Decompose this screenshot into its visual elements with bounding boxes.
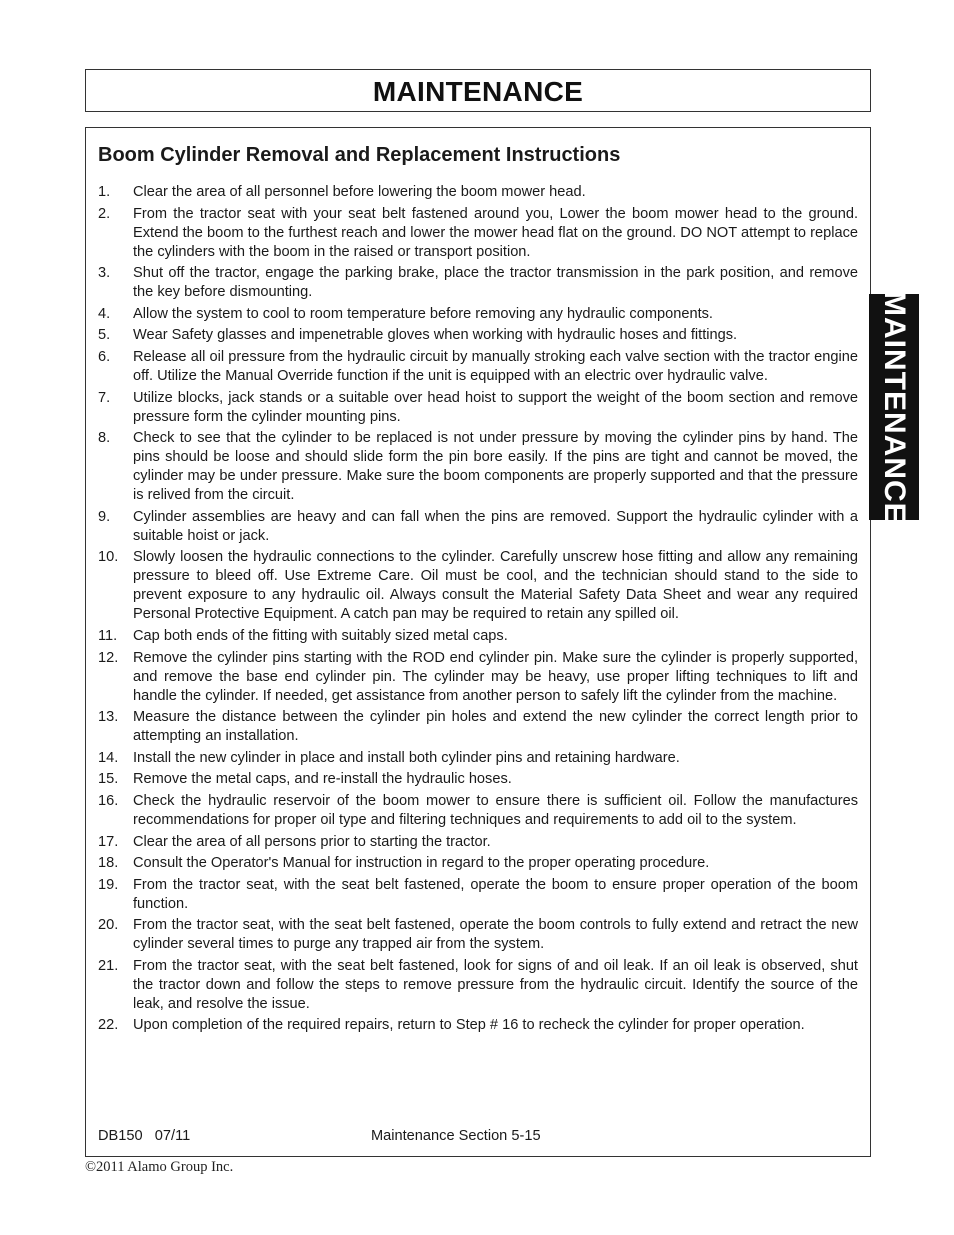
step-text: Slowly loosen the hydraulic connections to the cylinder. Carefully unscrew hose fitting and allow any remaining pressure to bleed off. Use Extreme Care. Oil must be cool, and the technician should stand to the side to prevent exposure to any hydraulic oil. Always consult the Material Safety Data Sheet and wear any required Personal Protective Equipment. A catch pan may be required to retain any spilled oil.	[133, 549, 858, 623]
step-text: From the tractor seat, with the seat belt fastened, operate the boom to ensure proper operation of the boom function.	[133, 876, 858, 912]
step-number: 4.	[98, 305, 111, 322]
step-item	[98, 326, 858, 345]
step-item	[98, 305, 858, 324]
page-header	[85, 69, 871, 112]
step-item	[98, 749, 858, 768]
step-item	[98, 770, 858, 789]
step-number: 10.	[98, 549, 119, 566]
step-number: 21.	[98, 957, 119, 974]
side-tab-label: MAINTENANCE	[878, 290, 911, 524]
step-text: Measure the distance between the cylinder pin holes and extend the new cylinder the correct length prior to attempting an installation.	[133, 709, 858, 745]
step-number: 11.	[98, 627, 118, 644]
step-item	[98, 876, 858, 914]
step-text: Check the hydraulic reservoir of the boom mower to ensure there is sufficient oil. Follow the manufactures recommendations for proper oil type and filtering techniques and requirements to add oil to the system.	[133, 792, 858, 828]
step-text: Remove the metal caps, and re-install the hydraulic hoses.	[133, 771, 512, 788]
step-text: Allow the system to cool to room temperature before removing any hydraulic components.	[133, 305, 713, 322]
content-frame	[85, 127, 871, 1157]
section-title: Boom Cylinder Removal and Replacement Instructions	[98, 144, 621, 166]
step-number: 12.	[98, 649, 119, 666]
side-section-tab	[869, 290, 919, 524]
footer-doc-id: DB150 07/11	[98, 1128, 191, 1144]
step-item	[98, 916, 858, 954]
step-text: From the tractor seat, with the seat belt fastened, look for signs of and oil leak. If an oil leak is observed, shut the tractor down and follow the steps to remove pressure from the hydraulic circuit. Identify the source of the leak, and resolve the issue.	[133, 957, 858, 1012]
step-text: Shut off the tractor, engage the parking brake, place the tractor transmission in the park position, and remove the key before dismounting.	[133, 265, 858, 301]
step-item	[98, 649, 858, 706]
step-item	[98, 429, 858, 505]
step-number: 5.	[98, 327, 111, 344]
step-text: Remove the cylinder pins starting with the ROD end cylinder pin. Make sure the cylinder is properly supported, and remove the base end cylinder pin. The cylinder may be heavy, use proper lifting techniques to lift and handle the cylinder. If needed, get assistance from another person to safely lift the cylinder from the machine.	[133, 649, 858, 704]
step-item	[98, 627, 858, 646]
step-number: 15.	[98, 771, 119, 788]
step-text: From the tractor seat, with the seat belt fastened, operate the boom controls to fully extend and retract the new cylinder several times to purge any trapped air from the system.	[133, 917, 858, 953]
step-text: Utilize blocks, jack stands or a suitable over head hoist to support the weight of the boom section and remove pressure form the cylinder mounting pins.	[133, 389, 858, 425]
step-item	[98, 389, 858, 427]
step-item	[98, 854, 858, 873]
step-item	[98, 833, 858, 852]
step-item	[98, 708, 858, 746]
step-text: Clear the area of all personnel before lowering the boom mower head.	[133, 184, 586, 200]
step-text: From the tractor seat with your seat belt fastened around you, Lower the boom mower head to the ground. Extend the boom to the furthest reach and lower the mower head flat on the ground. DO NOT attempt to replace the cylinders with the boom in the raised or transport position.	[133, 205, 858, 260]
step-number: 2.	[98, 205, 111, 222]
step-number: 18.	[98, 855, 119, 872]
step-text: Wear Safety glasses and impenetrable gloves when working with hydraulic hoses and fittings.	[133, 327, 738, 344]
step-item	[98, 205, 858, 262]
step-item	[98, 508, 858, 546]
step-number: 16.	[98, 792, 119, 809]
step-item	[98, 1016, 858, 1035]
copyright-notice: ©2011 Alamo Group Inc.	[85, 1159, 234, 1175]
step-item	[98, 548, 858, 624]
step-text: Consult the Operator's Manual for instruction in regard to the proper operating procedure.	[133, 855, 710, 872]
step-number: 17.	[98, 833, 119, 850]
step-text: Release all oil pressure from the hydraulic circuit by manually stroking each valve section with the tractor engine off. Utilize the Manual Override function if the unit is equipped with an electric over hydraulic valve.	[133, 348, 858, 384]
footer-page-label: Maintenance Section 5-15	[371, 1128, 541, 1144]
step-number: 20.	[98, 917, 119, 934]
step-number: 6.	[98, 348, 111, 365]
step-item	[98, 183, 858, 202]
step-number: 7.	[98, 389, 111, 406]
step-number: 19.	[98, 876, 119, 893]
step-item	[98, 348, 858, 386]
step-number: 22.	[98, 1017, 119, 1034]
step-text: Install the new cylinder in place and install both cylinder pins and retaining hardware.	[133, 749, 680, 766]
steps-list	[98, 183, 858, 1038]
step-text: Check to see that the cylinder to be replaced is not under pressure by moving the cylinder pins by hand. The pins should be loose and should slide form the pin bore easily. If the pins are tight and cannot be moved, the cylinder may be under pressure. Make sure the boom components are properly supported and that the pressure is relived from the circuit.	[133, 430, 858, 504]
step-number: 14.	[98, 749, 119, 766]
step-number: 8.	[98, 430, 111, 447]
step-item	[98, 792, 858, 830]
step-number: 9.	[98, 508, 111, 525]
step-text: Cap both ends of the fitting with suitably sized metal caps.	[133, 627, 508, 644]
step-text: Cylinder assemblies are heavy and can fall when the pins are removed. Support the hydraulic cylinder with a suitable hoist or jack.	[133, 508, 858, 544]
step-number: 3.	[98, 265, 111, 282]
step-text: Clear the area of all persons prior to starting the tractor.	[133, 833, 491, 850]
step-number: 1.	[98, 184, 111, 200]
step-item	[98, 264, 858, 302]
step-number: 13.	[98, 709, 119, 726]
step-text: Upon completion of the required repairs, return to Step # 16 to recheck the cylinder for proper operation.	[133, 1017, 805, 1034]
step-item	[98, 957, 858, 1014]
page-title: MAINTENANCE	[372, 76, 584, 107]
